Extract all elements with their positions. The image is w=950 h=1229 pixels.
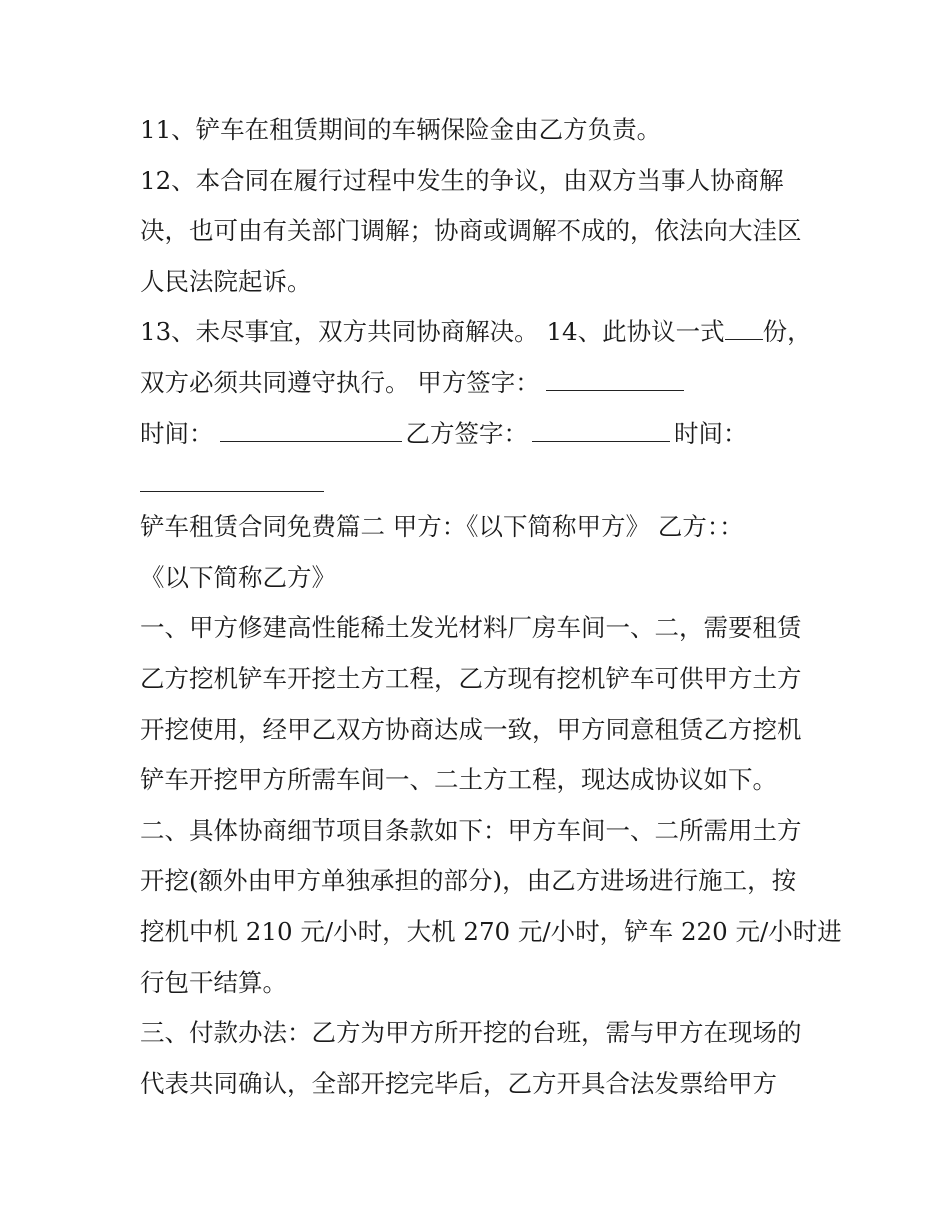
signature-line-3 [140,459,820,502]
section-2-line-3: 挖机中机 210 元/小时，大机 270 元/小时，铲车 220 元/小时进 [140,916,842,946]
section-2-line-4: 行包干结算。 [140,967,287,997]
section-1-line-3: 开挖使用，经甲乙双方协商达成一致，甲方同意租赁乙方挖机 [140,714,802,744]
party-a-time-label: 时间： [140,418,214,448]
party-b-time-blank [140,471,324,492]
party-b-time-label: 时间： [674,418,748,448]
section-3-line-2: 代表共同确认，全部开挖完毕后，乙方开具合法发票给甲方 [140,1068,777,1098]
section-1-line-2: 乙方挖机铲车开挖土方工程，乙方现有挖机铲车可供甲方土方 [140,663,802,693]
copies-blank [725,319,763,340]
section-2-line-1: 二、具体协商细节项目条款如下：甲方车间一、二所需用土方 [140,815,802,845]
clause-11: 11、铲车在租赁期间的车辆保险金由乙方负责。 [140,115,662,144]
party-a-time-blank [220,421,402,442]
clause-13-text: 13、未尽事宜，双方共同协商解决。 14、此协议一式 [140,317,725,347]
section-1-line-4: 铲车开挖甲方所需车间一、二土方工程，现达成协议如下。 [140,765,777,795]
party-a-signature-label: 双方必须共同遵守执行。 甲方签字： [140,367,540,397]
party-a-signature-blank [546,370,684,391]
signature-line-1 [140,358,820,409]
signature-line-2 [140,409,820,460]
copies-suffix: 份， [762,317,812,347]
party-b-signature-blank [532,421,670,442]
clause-13-14 [140,307,820,358]
clause-12-line-1: 12、本合同在履行过程中发生的争议，由双方当事人协商解 [140,165,784,195]
section-3-line-1: 三、付款办法：乙方为甲方所开挖的台班，需与甲方在现场的 [140,1018,802,1048]
section-1-line-1: 一、甲方修建高性能稀土发光材料厂房车间一、二，需要租赁 [140,613,802,643]
section-2-line-2: 开挖(额外由甲方单独承担的部分)，由乙方进场进行施工，按 [140,866,797,896]
contract-two-header: 铲车租赁合同免费篇二 甲方：《以下简称甲方》 乙方：： [140,512,744,542]
party-b-signature-label: 乙方签字： [405,418,528,448]
clause-12-line-2: 决，也可由有关部门调解；协商或调解不成的，依法向大洼区 [140,216,802,246]
contract-two-party-b: 《以下简称乙方》 [140,562,336,592]
clause-12-line-3: 人民法院起诉。 [140,266,312,296]
document-page [140,105,842,1109]
